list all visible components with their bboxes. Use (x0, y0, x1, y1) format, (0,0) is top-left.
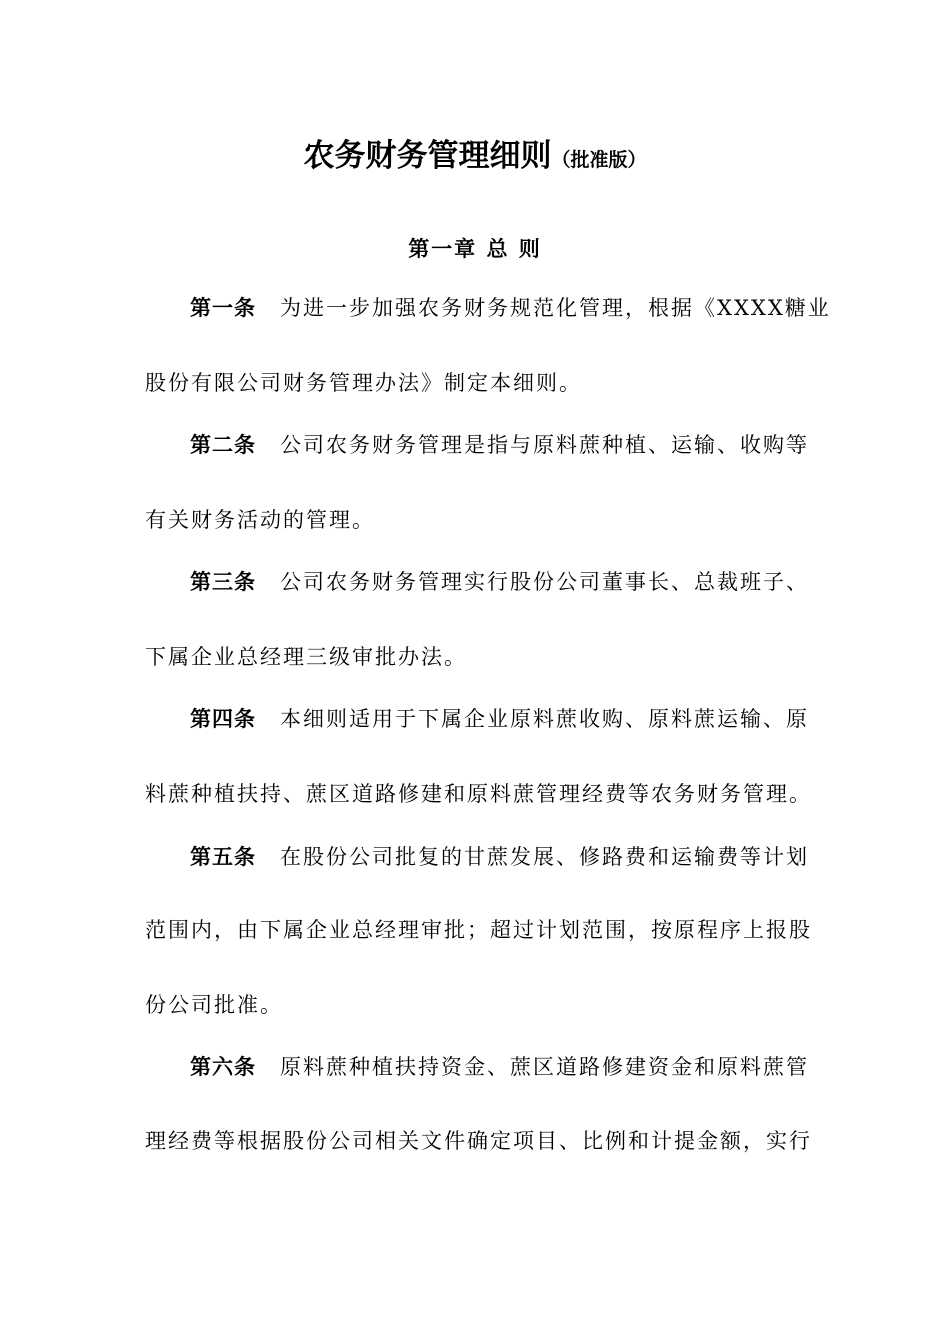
article-6-continuation: 理经费等根据股份公司相关文件确定项目、比例和计提金额，实行 (145, 1129, 812, 1153)
document-title-main: 农务财务管理细则 (303, 138, 552, 174)
article-4-label: 第四条 (190, 707, 256, 731)
article-2-text: 公司农务财务管理是指与原料蔗种植、运输、收购等 (280, 433, 809, 457)
article-3-text: 公司农务财务管理实行股份公司董事长、总裁班子、 (280, 570, 809, 594)
article-5-label: 第五条 (190, 845, 256, 869)
article-6-text: 原料蔗种植扶持资金、蔗区道路修建资金和原料蔗管 (280, 1055, 809, 1079)
document-title (0, 130, 950, 175)
article-6-label: 第六条 (190, 1055, 256, 1079)
article-3-continuation: 下属企业总经理三级审批办法。 (145, 645, 467, 669)
article-3-first-line (190, 567, 809, 597)
article-5-continuation: 范围内，由下属企业总经理审批；超过计划范围，按原程序上报股 (145, 918, 812, 942)
article-2-first-line (190, 430, 809, 460)
article-4-text: 本细则适用于下属企业原料蔗收购、原料蔗运输、原 (280, 707, 809, 731)
article-1-first-line (190, 293, 831, 323)
article-1-label: 第一条 (190, 296, 256, 320)
chapter-heading: 第一章 总 则 (408, 237, 542, 261)
document-title-note: （批准版） (551, 149, 647, 171)
article-6-first-line (190, 1052, 809, 1082)
article-2-label: 第二条 (190, 433, 256, 457)
article-5-text: 在股份公司批复的甘蔗发展、修路费和运输费等计划 (280, 845, 809, 869)
article-3-label: 第三条 (190, 570, 256, 594)
article-1-continuation: 股份有限公司财务管理办法》制定本细则。 (145, 371, 582, 395)
article-5-continuation: 份公司批准。 (145, 993, 283, 1017)
article-2-continuation: 有关财务活动的管理。 (145, 508, 375, 532)
article-1-text: 为进一步加强农务财务规范化管理，根据《XXXX糖业 (280, 296, 831, 320)
article-5-first-line (190, 842, 809, 872)
article-4-continuation: 料蔗种植扶持、蔗区道路修建和原料蔗管理经费等农务财务管理。 (145, 782, 812, 806)
article-4-first-line (190, 704, 809, 734)
